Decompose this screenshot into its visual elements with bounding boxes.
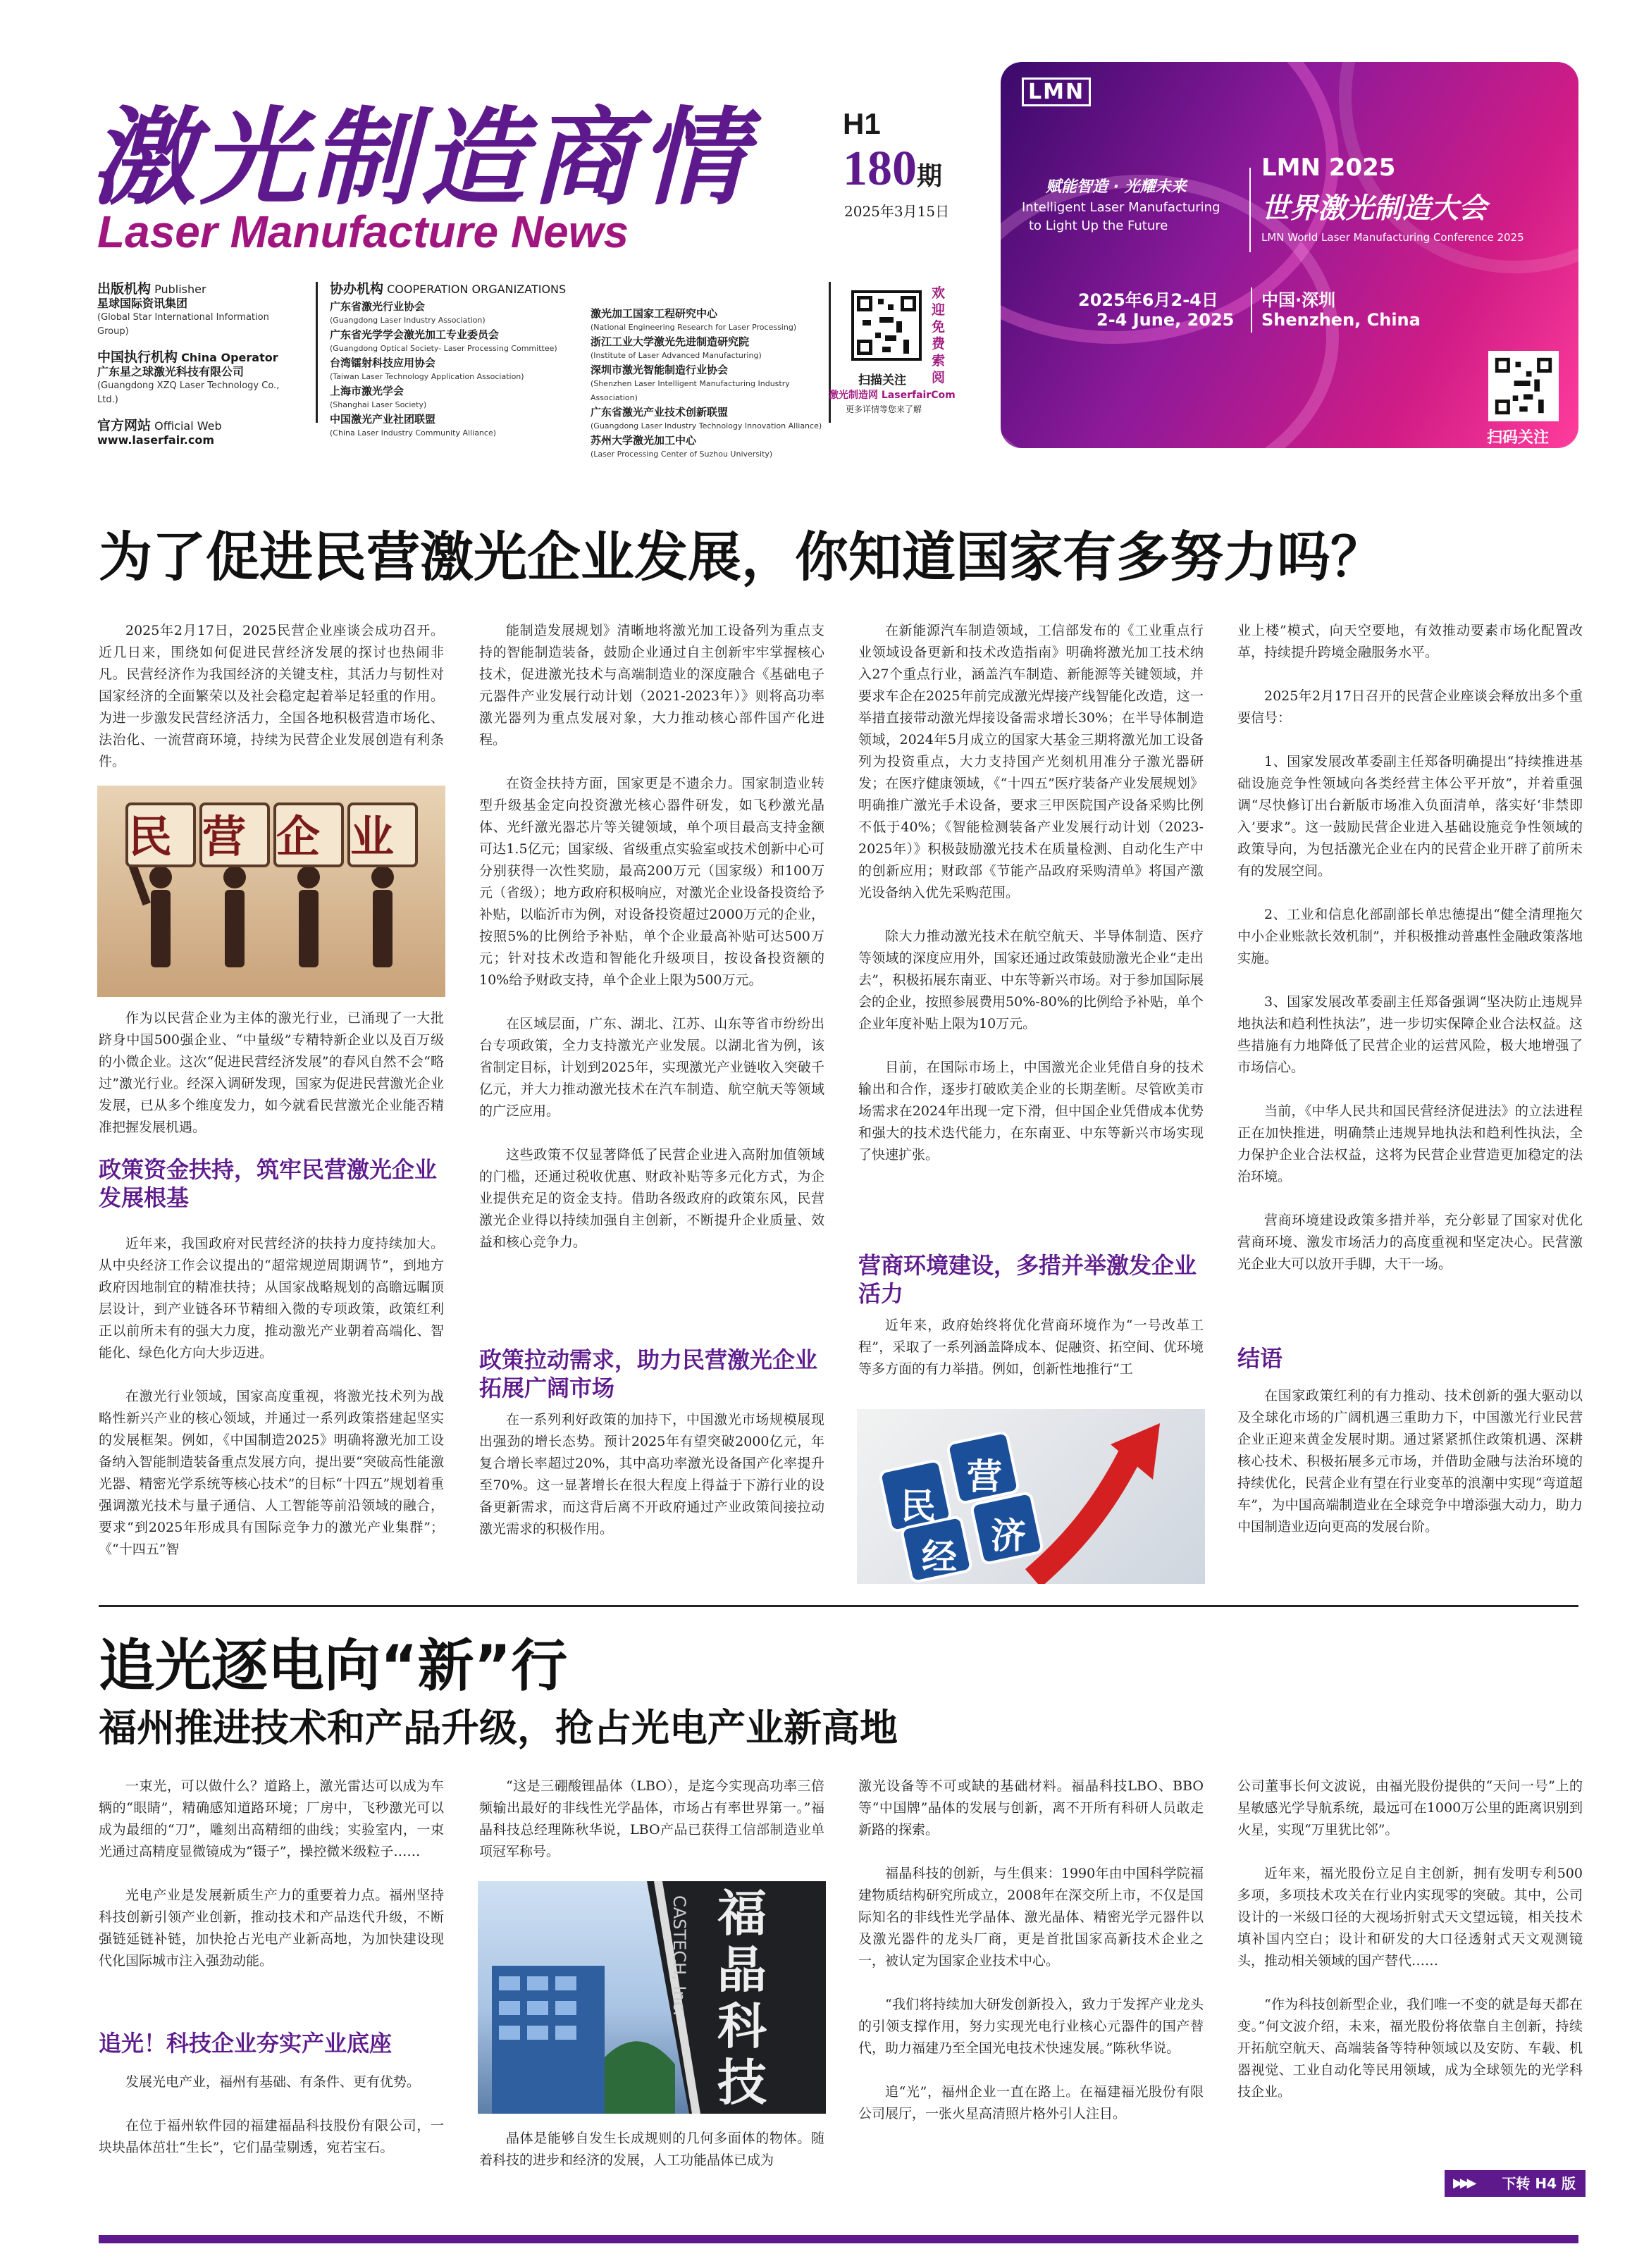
- paragraph: 晶体是能够自发生长成规则的几何多面体的物体。随着科技的进步和经济的发展，人工功能晶体已成为: [479, 2131, 824, 2168]
- qr-line3: 更多详情等您来了解: [846, 404, 922, 414]
- ad-place-en: Shenzhen, China: [1261, 310, 1421, 330]
- ad-slogan-en2: to Light Up the Future: [1029, 218, 1168, 233]
- operator-name-en: (Guangdong XZQ Laser Technology Co., Ltd.): [97, 380, 280, 405]
- paragraph: 在一系列利好政策的加持下，中国激光市场规模展现出强劲的增长态势。预计2025年有望突破2000亿元，年复合增长率超过20%，其中高功率激光设备国产化率提升至70%。这一显著增长在很大程度上得益于下游行业的设备更新需求，而这背后离不开政府通过产业政策间接拉动激光需求的积极作用。: [479, 1412, 824, 1537]
- issue-suffix: 期: [917, 162, 943, 191]
- ad-event-title-cn: 世界激光制造大会: [1261, 192, 1487, 225]
- qr-pattern-icon: [1492, 355, 1555, 417]
- coop-item-en: (Institute of Laser Advanced Manufacturing): [591, 351, 762, 360]
- operator-label: 中国执行机构: [97, 349, 178, 365]
- publisher-name: 星球国际资讯集团: [97, 297, 188, 310]
- conference-ad-banner[interactable]: [1001, 62, 1578, 448]
- paragraph: 追“光”，福州企业一直在路上。在福建福光股份有限公司展厅，一张火星高清照片格外引人注目。: [858, 2084, 1204, 2121]
- coop-item: 中国激光产业社团联盟: [330, 413, 436, 426]
- coop-item: 台湾镭射科技应用协会: [330, 357, 436, 369]
- coop-item: 激光加工国家工程研究中心: [591, 307, 718, 320]
- divider: [829, 282, 831, 423]
- coop-item-en: (Shanghai Laser Society): [330, 400, 427, 409]
- publisher-name-en: (Global Star International Information Group): [97, 312, 269, 337]
- lmn-logo: LMN: [1022, 78, 1091, 106]
- ad-qr-code-icon[interactable]: [1488, 351, 1559, 421]
- ad-divider: [1249, 168, 1251, 252]
- qr-line2: 激光制造网 LaserfairCom: [829, 390, 956, 401]
- paragraph: 发展光电产业，福州有基础、有条件、更有优势。: [125, 2074, 421, 2090]
- coop-item: 苏州大学激光加工中心: [591, 434, 697, 447]
- paragraph: 在资金扶持方面，国家更是不遗余力。国家制造业转型升级基金定向投资激光核心器件研发，如飞秒激光晶体、光纤激光器芯片等关键领域，单个项目最高支持金额可达1.5亿元；国家级、省级重点实验室或技术创新中心可分别获得一次性奖励，最高200万元（国家级）和100万元（省级）；地方政府积极响应，对激光企业设备投资给予补贴，以临沂市为例，对设备投资超过2000万元的企业，按照5%的比例给予补贴，单个企业最高补贴可达500万元；针对技术改造和智能化升级项目，按设备投资额的10%给予财政支持，单个企业上限为500万元。: [479, 776, 824, 988]
- image-caption-text: 民营企业: [128, 811, 425, 862]
- paragraph: “这是三硼酸锂晶体（LBO），是迄今实现高功率三倍频输出最好的非线性光学晶体，市场占有率世界第一。”福晶科技总经理陈秋华说，LBO产品已获得工信部制造业单项冠军称号。: [479, 1778, 824, 1859]
- paragraph: 作为以民营企业为主体的激光行业，已涌现了一大批跻身中国500强企业、“中量级”专精特新企业以及百万级的小微企业。这次“促进民营经济发展”的春风自然不会“略过”激光行业。经深入调研发现，国家为促进民营激光企业发展，已从多个维度发力，如今就看民营激光企业能否精准把握发展机遇。: [99, 1010, 444, 1135]
- article2-col2b: [479, 2128, 824, 2193]
- article1-col2: [479, 620, 824, 1275]
- web-label: 官方网站: [97, 418, 152, 433]
- coop-item: 广东省激光行业协会: [330, 300, 426, 313]
- paragraph: 营商环境建设政策多措并举，充分彰显了国家对优化营商环境、激发市场活力的高度重视和坚定决心。民营激光企业大可以放开手脚，大干一场。: [1237, 1213, 1583, 1272]
- paragraph: 2、工业和信息化部副部长单忠德提出“健全清理拖欠中小企业账款长效机制”，并积极推动普惠性金融政策落地实施。: [1237, 907, 1583, 966]
- issue-date: 2025年3月15日: [844, 203, 950, 220]
- continue-to-page-button[interactable]: ▶▶▶ 下转 H4 版: [1445, 2170, 1586, 2197]
- article1-col3: [858, 620, 1204, 1188]
- tile-text: 济: [991, 1516, 1026, 1556]
- private-economy-image: [857, 1409, 1205, 1584]
- paragraph: 近年来，政府始终将优化营商环境作为“一号改革工程”，采取了一系列涵盖降成本、促融资、拓空间、优环境等多方面的有力举措。例如，创新性地推行“工: [858, 1318, 1204, 1377]
- ad-divider: [1251, 287, 1252, 333]
- article1-col3b: [858, 1315, 1204, 1402]
- cooperation-label-en: COOPERATION ORGANIZATIONS: [387, 283, 567, 296]
- article1-subhead-3: 营商环境建设，多措并举激发企业活力: [858, 1252, 1197, 1307]
- article2-col1b: [99, 2071, 444, 2181]
- coop-item: 上海市激光学会: [330, 385, 404, 397]
- article1-col4: [1237, 620, 1583, 1297]
- ad-date-en: 2-4 June, 2025: [1096, 310, 1235, 330]
- ad-slogan-en1: Intelligent Laser Manufacturing: [1022, 200, 1220, 215]
- paragraph: 3、国家发展改革委副主任郑备强调“坚决防止违规异地执法和趋利性执法”，进一步切实保障企业合法权益。这些措施有力地降低了民营企业的运营风险，极大地增强了市场信心。: [1237, 994, 1583, 1075]
- coop-item: 浙江工业大学激光先进制造研究院: [591, 335, 750, 348]
- ad-slogan-cn: 赋能智造 · 光耀未来: [1046, 178, 1187, 196]
- paragraph: 在区域层面，广东、湖北、江苏、山东等省市纷纷出台专项政策，全力支持激光产业发展。以湖北省为例，该省制定目标，计划到2025年，实现激光产业链收入突破千亿元，并大力推动激光技术在汽车制造、航空航天等领域的广泛应用。: [479, 1016, 824, 1119]
- coop-item-en: (China Laser Industry Community Alliance): [330, 428, 497, 438]
- publisher-label-en: Publisher: [154, 283, 206, 296]
- castech-sign-en: CASTECH, Inc.: [669, 1895, 689, 2016]
- paragraph: 当前，《中华人民共和国民营经济促进法》的立法进程正在加快推进，明确禁止违规异地执法和趋利性执法，全力保护企业合法权益，这将为民营企业营造更加稳定的法治环境。: [1237, 1103, 1583, 1184]
- website-link[interactable]: www.laserfair.com: [97, 433, 215, 447]
- article1-col2b: [479, 1409, 824, 1562]
- paragraph: 2025年2月17日召开的民营企业座谈会释放出多个重要信号：: [1237, 688, 1583, 726]
- article1-col4b: [1237, 1385, 1583, 1560]
- coop-item-en: (Shenzhen Laser Intelligent Manufacturing Industry Association): [591, 379, 790, 402]
- coop-item-en: (Guangdong Laser Industry Association): [330, 316, 486, 325]
- tile-text: 民: [901, 1486, 936, 1527]
- issue-number: [843, 141, 942, 197]
- coop-item-en: (National Engineering Research for Laser Processing): [591, 323, 797, 332]
- paragraph: 目前，在国际市场上，中国激光企业凭借自身的技术输出和合作，逐步打破欧美企业的长期垄断。尽管欧美市场需求在2024年出现一定下滑，但中国企业凭借成本优势和强大的技术迭代能力，在东南亚、中东等新兴市场实现了快速扩张。: [858, 1060, 1204, 1163]
- coop-right-list: [591, 306, 837, 461]
- paragraph: 福晶科技的创新，与生俱来：1990年由中国科学院福建物质结构研究所成立，2008年在深交所上市，不仅是国际知名的非线性光学晶体、激光晶体、精密光学元器件以及激光器件的龙头厂商，更是首批国家高新技术企业之一，被认定为国家企业技术中心。: [858, 1866, 1204, 1969]
- paragraph: 业上楼”模式，向天空要地，有效推动要素市场化配置改革，持续提升跨境金融服务水平。: [1237, 623, 1583, 660]
- paragraph: 在位于福州软件园的福建福晶科技股份有限公司，一块块晶体茁壮“生长”，它们晶莹剔透，宛若宝石。: [99, 2118, 444, 2155]
- masthead-title-cn: 激光制造商情: [90, 97, 750, 220]
- article2-col4: [1237, 1776, 1583, 2125]
- issue-number-value: 180: [843, 142, 917, 196]
- publisher-label: 出版机构: [97, 281, 152, 297]
- paragraph: 在激光行业领域，国家高度重视，将激光技术列为战略性新兴产业的核心领域，并通过一系列政策搭建起坚实的发展框架。例如，《中国制造2025》明确将激光加工设备纳入智能制造装备重点发展方向，提出要“突破高性能激光器、精密光学系统等核心技术”的目标“十四五”规划着重强调激光技术与量子通信、人工智能等前沿领域的融合，要求“到2025年形成具有国际竞争力的激光产业集群”；《“十四五”智: [99, 1389, 444, 1557]
- coop-item-en: (Guangdong Optical Society- Laser Processing Committee): [330, 344, 557, 353]
- divider: [316, 282, 318, 423]
- castech-sign-image: [478, 1881, 826, 2114]
- paragraph: 光电产业是发展新质生产力的重要着力点。福州坚持科技创新引领产业创新，推动技术和产品迭代升级，不断强链延链补链，加快抢占光电产业新高地，为加快建设现代化国际城市注入强劲动能。: [99, 1888, 444, 1969]
- qr-code-icon[interactable]: [851, 290, 922, 361]
- cooperation-label: 协办机构: [330, 281, 384, 297]
- article1-col1: [99, 620, 444, 795]
- article2-col2: [479, 1776, 824, 1885]
- section-divider: [99, 1605, 1578, 1607]
- coop-item: 广东省光学学会激光加工专业委员会: [330, 328, 500, 341]
- paragraph: 1、国家发展改革委副主任郑备明确提出“持续推进基础设施竞争性领域向各类经营主体公平开放”，并着重强调“尽快修订出台新版市场准入负面清单，落实好‘非禁即入’要求”。这一鼓励民营企业进入基础设施竞争性领域的政策导向，为包括激光企业在内的民营企业开辟了前所未有的发展空间。: [1237, 754, 1583, 879]
- tile-text: 经: [922, 1537, 957, 1578]
- qr-side-text: 欢迎免费索阅: [932, 285, 946, 385]
- operator-label-en: China Operator: [181, 351, 278, 364]
- article1-subhead-1: 政策资金扶持，筑牢民营激光企业发展根基: [99, 1156, 438, 1211]
- article1-subhead-2: 政策拉动需求，助力民营激光企业拓展广阔市场: [479, 1346, 818, 1401]
- paragraph: 一束光，可以做什么？道路上，激光雷达可以成为车辆的“眼睛”，精确感知道路环境；厂房中，飞秒激光可以成为最细的“刀”，雕刻出高精细的曲线；实验室内，一束光通过高精度显微镜成为“镊子”，操控微米级粒子……: [99, 1778, 444, 1859]
- coop-item: 广东省激光产业技术创新联盟: [591, 406, 729, 419]
- tile-text: 营: [967, 1456, 1002, 1497]
- private-enterprise-image: [97, 786, 445, 997]
- qr-caption: 扫描关注: [858, 373, 906, 388]
- coop-item-en: (Guangdong Laser Industry Technology Innovation Alliance): [591, 421, 822, 430]
- paragraph: 在国家政策红利的有力推动、技术创新的强大驱动以及全球化市场的广阔机遇三重助力下，中国激光行业民营企业正迎来黄金发展时期。通过紧紧抓住政策机遇、深耕核心技术、积极拓展多元市场，并借助金融与法治环境的持续优化，民营企业有望在行业变革的浪潮中实现“弯道超车”，为中国高端制造业在全球竞争中增添强大动力，助力中国制造业迈向更高的发展台阶。: [1237, 1388, 1583, 1535]
- article2-col3: [858, 1776, 1204, 2147]
- operator-name: 广东星之球激光科技有限公司: [97, 365, 245, 378]
- paragraph: 近年来，我国政府对民营经济的扶持力度持续加大。从中央经济工作会议提出的“超常规逆周期调节”，到地方政府因地制宜的精准扶持；从国家战略规划的高瞻远瞩顶层设计，到产业链各环节精细入微的专项政策，政策红利正以前所未有的强大力度，推动激光产业朝着高端化、智能化、绿色化方向大步迈进。: [99, 1236, 444, 1361]
- castech-sign-cn: 福晶科技: [717, 1885, 767, 2112]
- article2-subhead-1: 追光！科技企业夯实产业底座: [99, 2030, 393, 2057]
- paragraph: 激光设备等不可或缺的基础材料。福晶科技LBO、BBO等“中国牌”晶体的发展与创新，离不开所有科研人员敢走新路的探索。: [858, 1778, 1204, 1838]
- masthead-title-en: Laser Manufacture News: [97, 206, 629, 257]
- article2-subheadline: 福州推进技术和产品升级，抢占光电产业新高地: [99, 1706, 898, 1750]
- paragraph: “作为科技创新型企业，我们唯一不变的就是每天都在变。”何文波介绍，未来，福光股份将依靠自主创新，持续开拓航空航天、高端装备等特种领域以及安防、车载、机器视觉、工业自动化等民用领域，成为全球领先的光学科技企业。: [1237, 1997, 1583, 2100]
- publisher-block: [97, 282, 302, 447]
- qr-pattern-icon: [854, 293, 919, 358]
- issue-label: H1: [843, 107, 881, 140]
- ad-event-name: LMN 2025: [1261, 154, 1396, 182]
- coop-item-en: (Laser Processing Center of Suzhou University): [591, 450, 773, 459]
- web-label-en: Official Web: [154, 419, 222, 433]
- coop-item: 深圳市激光智能制造行业协会: [591, 364, 729, 376]
- ad-date-cn: 2025年6月2-4日: [1078, 290, 1218, 310]
- paragraph: 公司董事长何文波说，由福光股份提供的“天问一号”上的星敏感光学导航系统，最远可在1000万公里的距离识别到火星，实现“万里犹比邻”。: [1237, 1778, 1583, 1838]
- coop-item-en: (Taiwan Laser Technology Application Association): [330, 372, 524, 381]
- article2-col1: [99, 1776, 444, 1994]
- paragraph: 除大力推动激光技术在航空航天、半导体制造、医疗等领域的深度应用外，国家还通过政策鼓励激光企业“走出去”，积极拓展东南亚、中东等新兴市场。对于参加国际展会的企业，按照参展费用50%-80%的比例给予补贴，单个企业年度补贴上限为10万元。: [858, 929, 1204, 1031]
- coop-left-list: [330, 299, 576, 461]
- ad-qr-caption: 扫码关注: [1487, 429, 1550, 447]
- paragraph: 在新能源汽车制造领域，工信部发布的《工业重点行业领域设备更新和技术改造指南》明确将激光加工技术纳入27个重点行业，涵盖汽车制造、新能源等关键领域，并要求车企在2025年前完成激光焊接产线智能化改造，这一举措直接带动激光焊接设备需求增长30%；在半导体制造领域，2024年5月成立的国家大基金三期将激光加工设备列为投资重点，大力支持国产光刻机用准分子激光器研发；在医疗健康领域，《“十四五”医疗装备产业发展规划》明确推广激光手术设备，要求三甲医院国产设备采购比例不低于40%；《智能检测装备产业发展行动计划（2023-2025年）》积极鼓励激光技术在质量检测、自动化生产中的创新应用；财政部《节能产品政府采购清单》将国产激光设备纳入优先采购范围。: [858, 623, 1204, 900]
- article1-subhead-4: 结语: [1237, 1345, 1283, 1372]
- cooperation-block: [330, 282, 837, 461]
- paragraph: 2025年2月17日，2025民营企业座谈会成功召开。近几日来，围绕如何促进民营经济发展的探讨也热闹非凡。民营经济作为我国经济的关键支柱，其活力与韧性对国家经济的全面繁荣以及社会稳定起着举足轻重的作用。为进一步激发民营经济活力，全国各地积极营造市场化、法治化、一流营商环境，持续为民营企业发展创造有利条件。: [99, 623, 444, 769]
- paragraph: 近年来，福光股份立足自主创新，拥有发明专利500多项，多项技术攻关在行业内实现零的突破。其中，公司设计的一米级口径的大视场折射式天文望远镜，相关技术填补国内空白；设计和研发的大口径透射式天文观测镜头，推动相关领域的国产替代……: [1237, 1866, 1583, 1969]
- paragraph: 这些政策不仅显著降低了民营企业进入高附加值领域的门槛，还通过税收优惠、财政补贴等多元化方式，为企业提供充足的资金支持。借助各级政府的政策东风，民营激光企业得以持续加强自主创新，不断提升企业质量、效益和核心竞争力。: [479, 1147, 824, 1250]
- article1-col1b: [99, 1008, 444, 1160]
- footer-bar: [99, 2235, 1578, 2243]
- article2-headline: 追光逐电向“新”行: [99, 1633, 568, 1699]
- ad-event-title-en: LMN World Laser Manufacturing Conference 2025: [1261, 231, 1524, 244]
- ad-place-cn: 中国·深圳: [1261, 290, 1336, 310]
- article1-headline: 为了促进民营激光企业发展，你知道国家有多努力吗？: [99, 526, 1384, 588]
- paragraph: “我们将持续加大研发创新投入，致力于发挥产业龙头的引领支撑作用，努力实现光电行业核心元器件的国产替代，助力福建乃至全国光电技术快速发展。”陈秋华说。: [858, 1997, 1204, 2056]
- article1-col1c: [99, 1233, 444, 1582]
- paragraph: 能制造发展规划》清晰地将激光加工设备列为重点支持的智能制造装备，鼓励企业通过自主创新牢牢掌握核心技术，促进激光技术与高端制造业的深度融合《基础电子元器件产业发展行动计划（2021-2023年）》则将高功率激光器列为重点发展对象，大力推动核心部件国产化进程。: [479, 623, 824, 748]
